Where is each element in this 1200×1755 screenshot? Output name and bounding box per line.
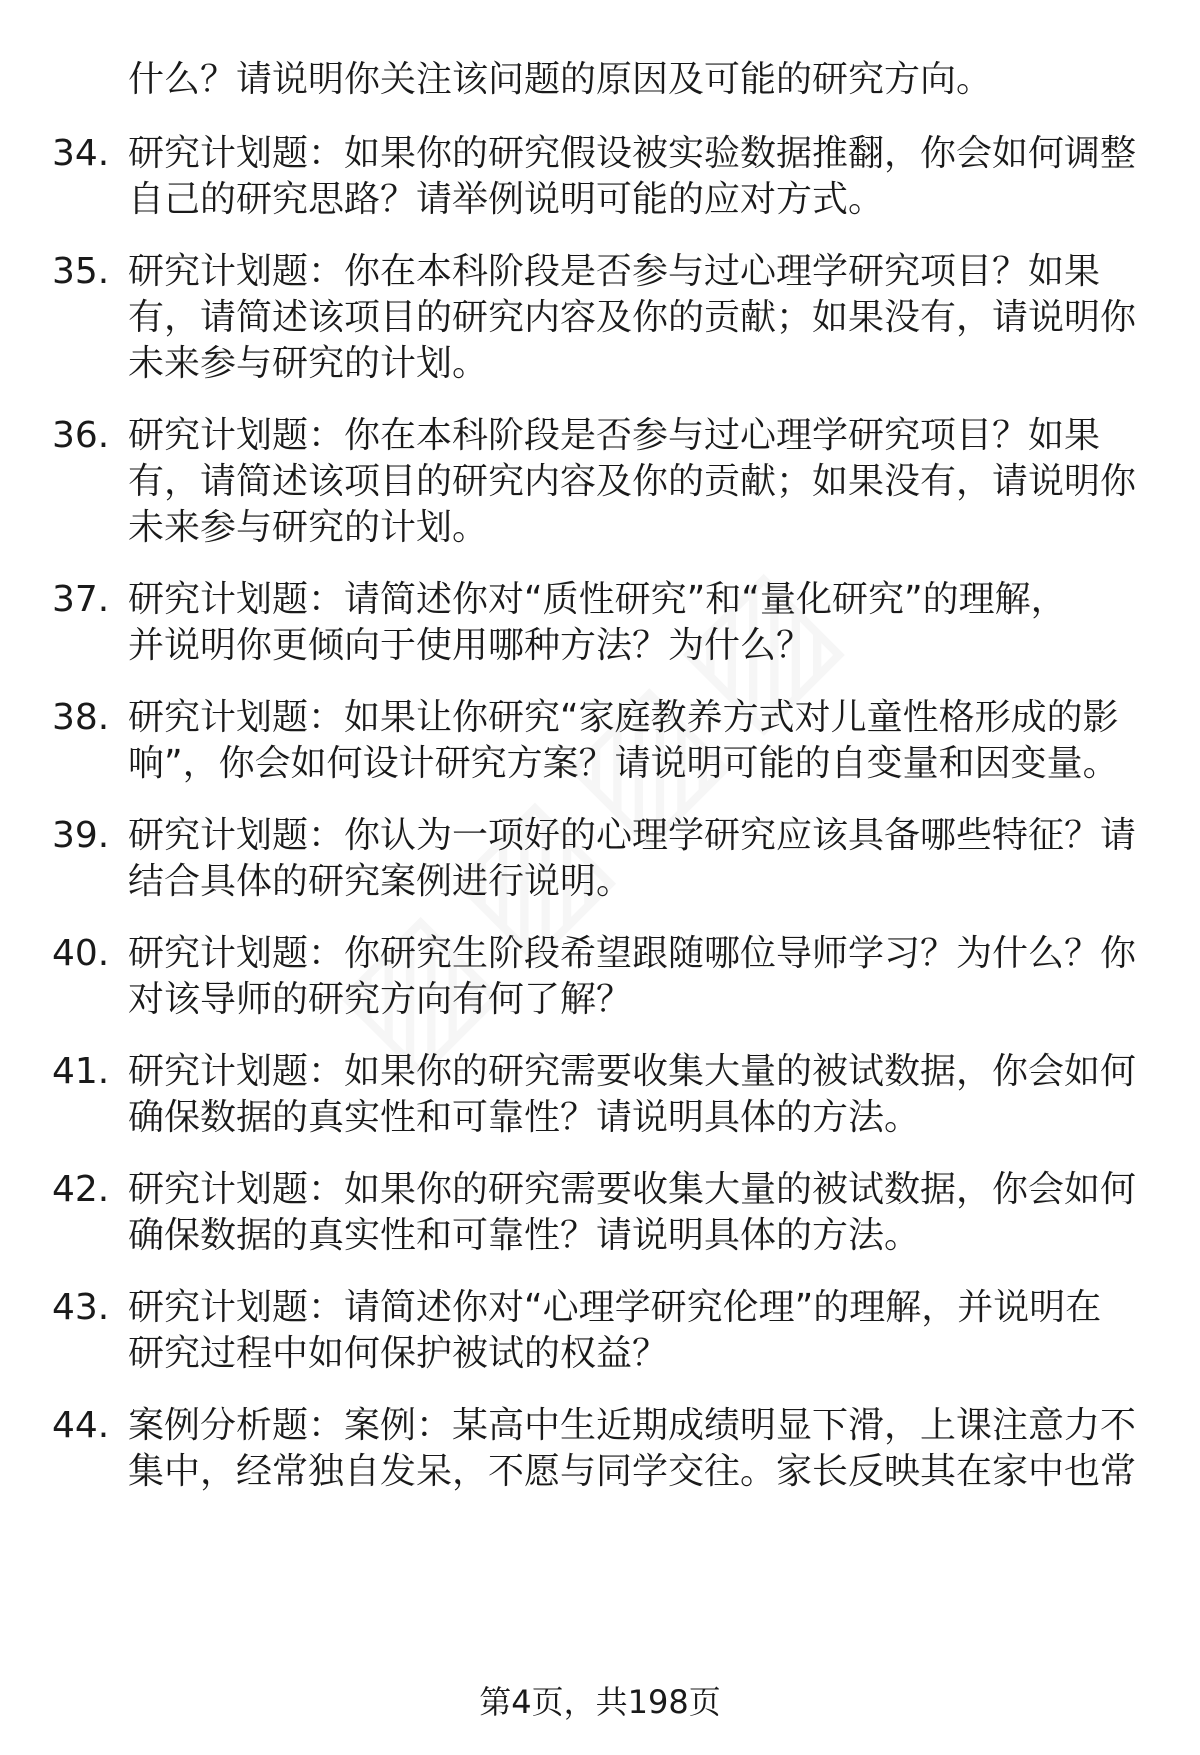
question-number: 41.	[52, 1051, 110, 1092]
question-text-line: 研究过程中如何保护被试的权益？	[128, 1333, 669, 1374]
question-text-line: 研究计划题：如果你的研究假设被实验数据推翻，你会如何调整	[128, 133, 1137, 174]
question-number: 39.	[52, 815, 110, 856]
question-text-line: 研究计划题：你研究生阶段希望跟随哪位导师学习？为什么？你	[128, 933, 1137, 974]
question-number: 40.	[52, 933, 110, 974]
question-text-line: 研究计划题：请简述你对“心理学研究伦理”的理解，并说明在	[128, 1287, 1102, 1328]
question-text-line: 有，请简述该项目的研究内容及你的贡献；如果没有，请说明你	[128, 297, 1137, 338]
question-text-line: 未来参与研究的计划。	[128, 507, 489, 548]
question-text-line: 研究计划题：你在本科阶段是否参与过心理学研究项目？如果	[128, 251, 1101, 292]
question-text-line: 对该导师的研究方向有何了解？	[128, 979, 633, 1020]
question-text-line: 确保数据的真实性和可靠性？请说明具体的方法。	[128, 1215, 921, 1256]
question-text-line: 研究计划题：如果让你研究“家庭教养方式对儿童性格形成的影	[128, 697, 1119, 738]
question-number: 36.	[52, 415, 110, 456]
question-number: 42.	[52, 1169, 110, 1210]
question-text-line: 研究计划题：如果你的研究需要收集大量的被试数据，你会如何	[128, 1169, 1137, 1210]
question-number: 35.	[52, 251, 110, 292]
question-number: 44.	[52, 1405, 110, 1446]
question-text-line: 有，请简述该项目的研究内容及你的贡献；如果没有，请说明你	[128, 461, 1137, 502]
question-text-line: 响”，你会如何设计研究方案？请说明可能的自变量和因变量。	[128, 743, 1119, 784]
continuation-line: 什么？请说明你关注该问题的原因及可能的研究方向。	[128, 59, 993, 100]
question-number: 37.	[52, 579, 110, 620]
question-text-line: 未来参与研究的计划。	[128, 343, 489, 384]
question-text-line: 案例分析题：案例：某高中生近期成绩明显下滑，上课注意力不	[128, 1405, 1137, 1446]
page-number-footer: 第4页，共198页	[479, 1683, 721, 1721]
question-text-line: 结合具体的研究案例进行说明。	[128, 861, 633, 902]
question-number: 38.	[52, 697, 110, 738]
question-text-line: 并说明你更倾向于使用哪种方法？为什么？	[128, 625, 813, 666]
question-number: 43.	[52, 1287, 110, 1328]
question-number: 34.	[52, 133, 110, 174]
question-text-line: 研究计划题：你认为一项好的心理学研究应该具备哪些特征？请	[128, 815, 1137, 856]
question-text-line: 确保数据的真实性和可靠性？请说明具体的方法。	[128, 1097, 921, 1138]
question-text-line: 研究计划题：你在本科阶段是否参与过心理学研究项目？如果	[128, 415, 1101, 456]
question-text-line: 研究计划题：请简述你对“质性研究”和“量化研究”的理解，	[128, 579, 1067, 620]
question-text-line: 集中，经常独自发呆，不愿与同学交往。家长反映其在家中也常	[128, 1451, 1137, 1492]
question-text-line: 研究计划题：如果你的研究需要收集大量的被试数据，你会如何	[128, 1051, 1137, 1092]
question-text-line: 自己的研究思路？请举例说明可能的应对方式。	[128, 179, 885, 220]
